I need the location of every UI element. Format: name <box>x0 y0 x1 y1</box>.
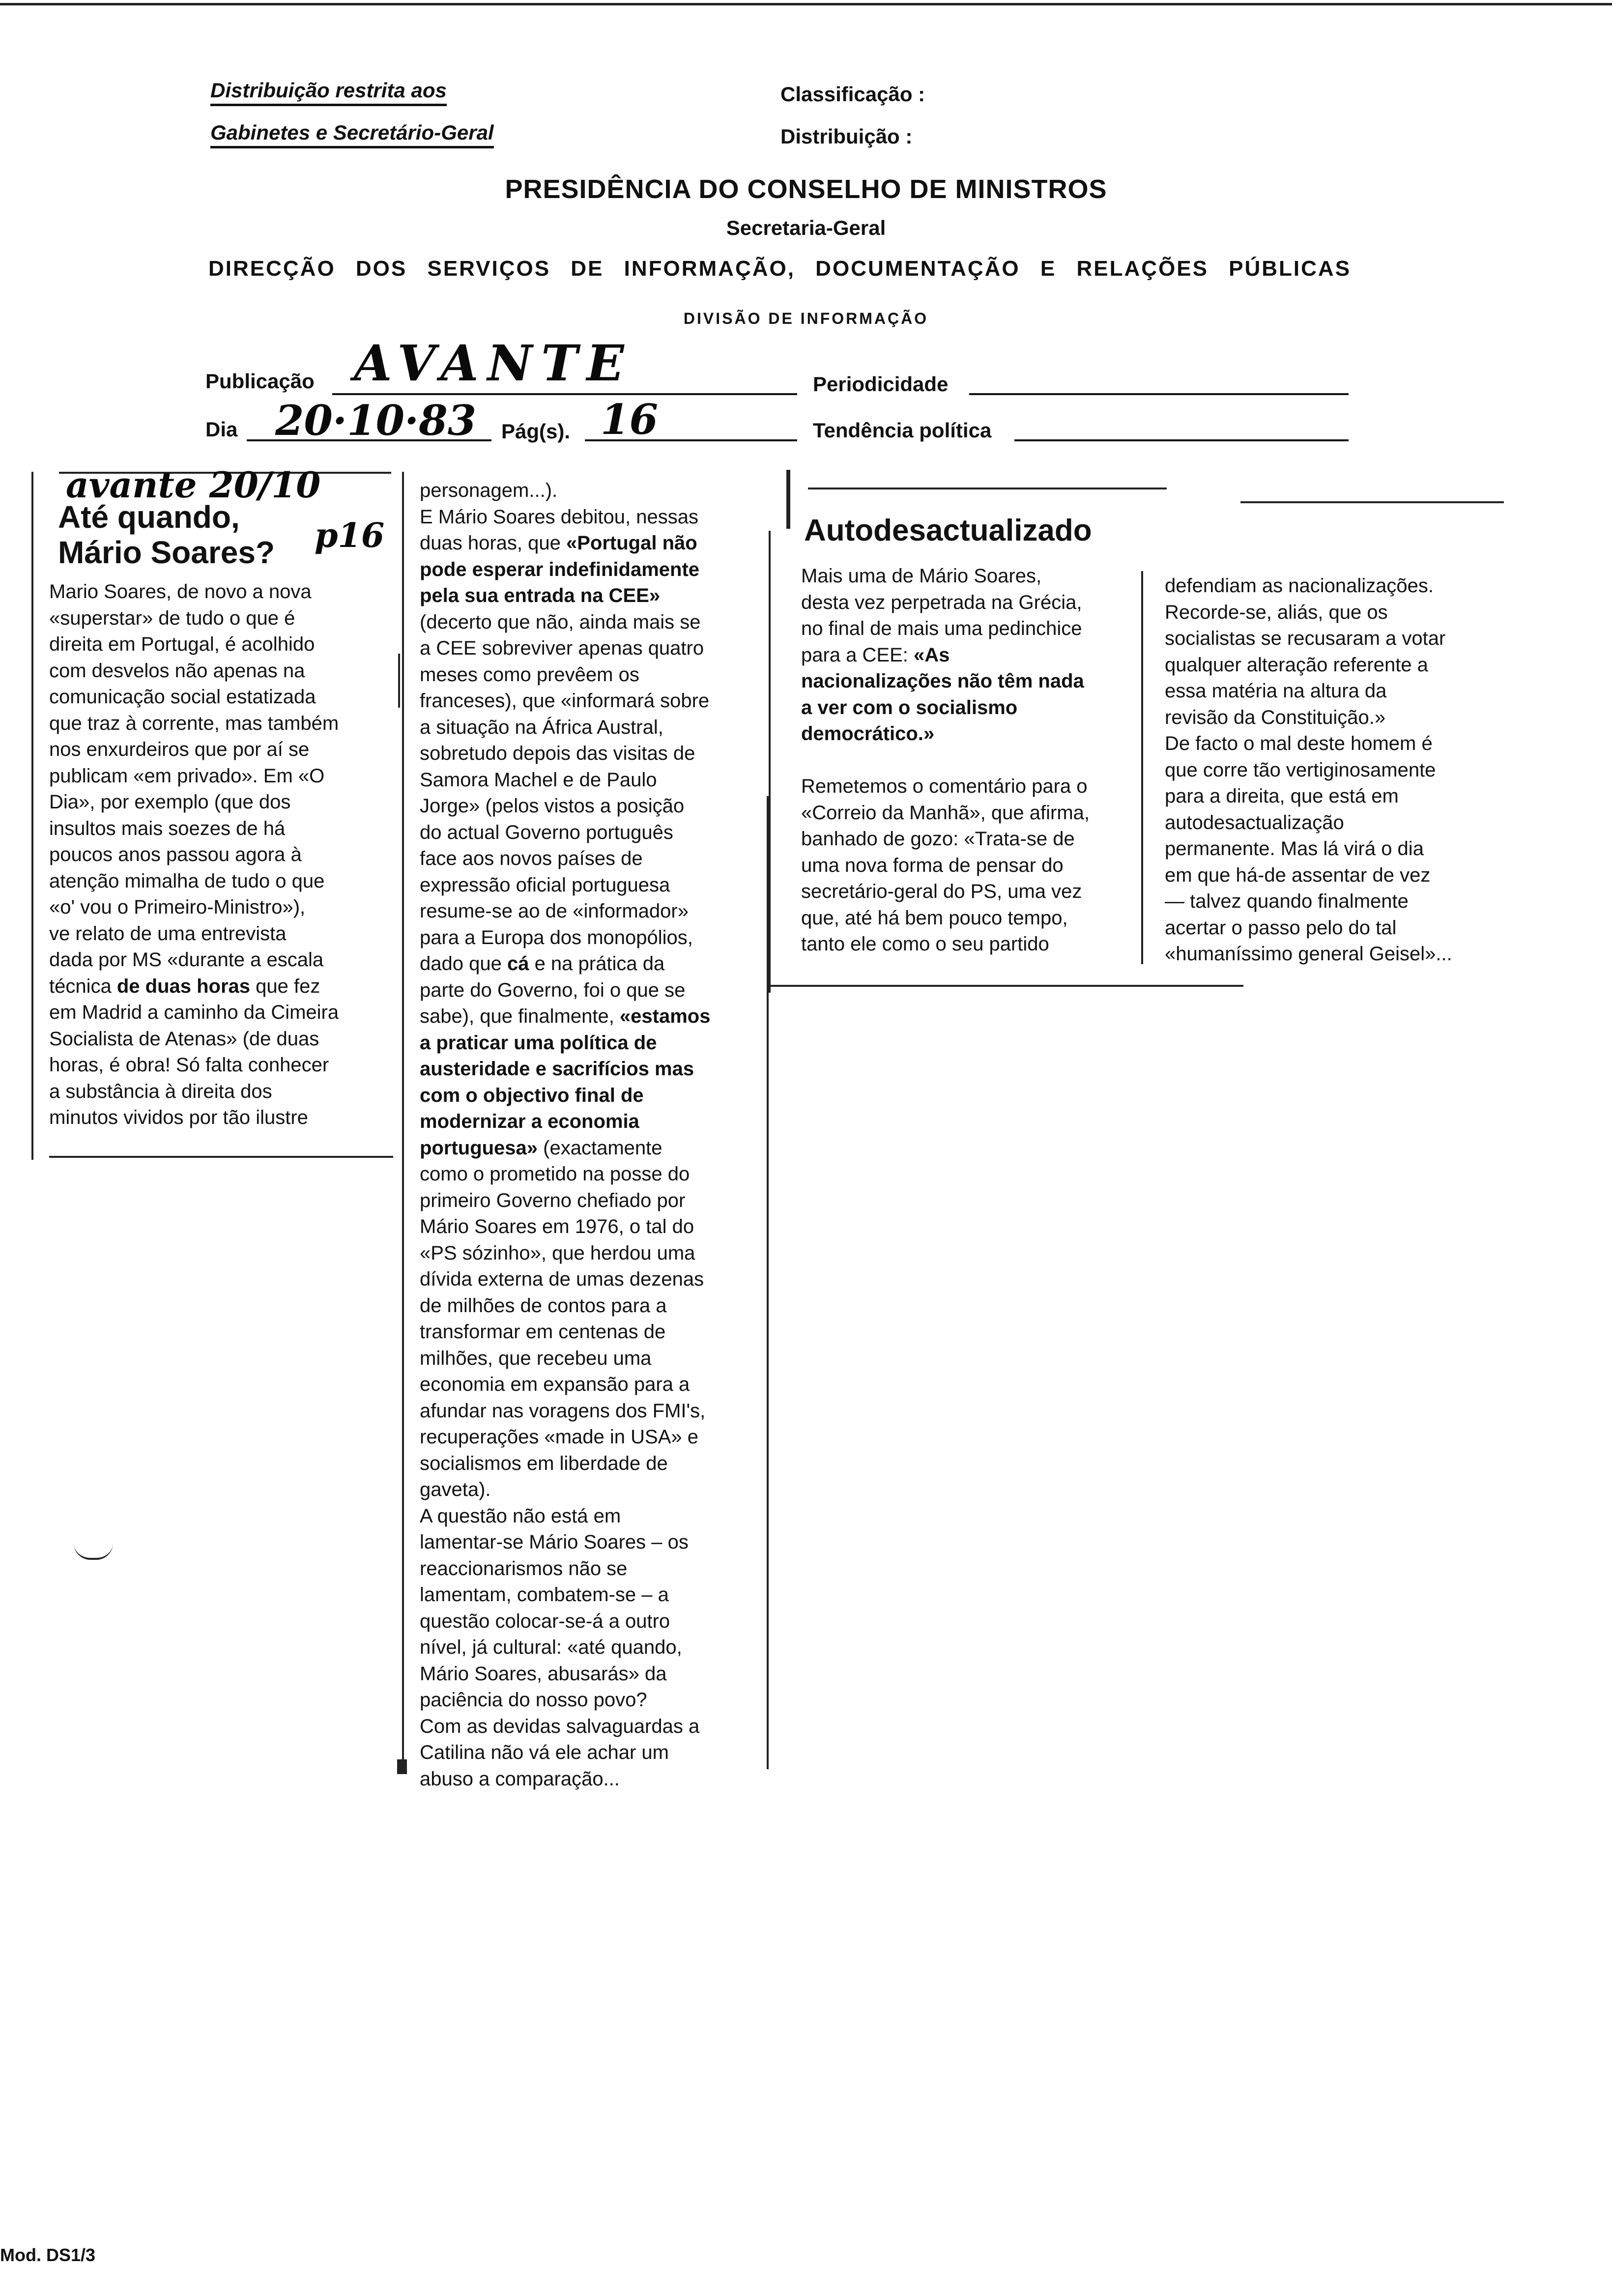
text-line: comunicação social estatizada <box>49 686 316 708</box>
text-line: poucos anos passou agora à <box>49 844 302 865</box>
text-line: uma nova forma de pensar do <box>801 854 1064 876</box>
stray-mark <box>74 1543 113 1560</box>
text-line: a substância à direita dos <box>49 1080 272 1102</box>
article2-column-2 <box>1165 573 1509 968</box>
tendencia-label: Tendência política <box>813 419 992 442</box>
article1-column-2 <box>420 478 754 1792</box>
text-line: atenção mimalha de tudo o que <box>49 870 325 892</box>
text-line: socialistas se recusaram a votar <box>1165 628 1446 649</box>
text-line: Mário Soares em 1976, o tal do <box>420 1216 694 1237</box>
text-line: que corre tão vertiginosamente <box>1165 759 1436 781</box>
text-line: expressão oficial portuguesa <box>420 874 670 896</box>
text-line: «PS sózinho», que herdou uma <box>420 1242 695 1264</box>
text-line: afundar nas voragens dos FMI's, <box>420 1400 706 1422</box>
presidencia-title: PRESIDÊNCIA DO CONSELHO DE MINISTROS <box>505 174 1107 204</box>
secretaria-geral: Secretaria-Geral <box>726 216 886 239</box>
text-line: dívida externa de umas dezenas <box>420 1268 704 1290</box>
text-line: dado que cá e na prática da <box>420 953 665 975</box>
text-line: com o objectivo final de <box>420 1084 644 1106</box>
article1-column-1 <box>49 579 388 1131</box>
article1-column-rule <box>402 472 404 1769</box>
article1-left-rule <box>31 472 33 1160</box>
text-line: recuperações «made in USA» e <box>420 1426 698 1448</box>
article1-bottom-rule <box>49 1156 393 1158</box>
text-line: nacionalizações não têm nada <box>801 670 1084 692</box>
text-line: em que há-de assentar de vez <box>1165 864 1431 886</box>
text-line: paciência do nosso povo? <box>420 1689 647 1711</box>
text-line: insultos mais soezes de há <box>49 817 286 839</box>
text-line: como o prometido na posse do <box>420 1163 690 1185</box>
text-line: minutos vividos por tão ilustre <box>49 1107 308 1128</box>
stray-mark <box>397 1759 407 1774</box>
text-line: «superstar» de tudo o que é <box>49 607 295 629</box>
text-line: «Correio da Manhã», que afirma, <box>801 802 1090 824</box>
text-line: resume-se ao de «informador» <box>420 900 689 922</box>
publicacao-handwritten: AVANTE <box>354 334 633 392</box>
text-line: modernizar a economia <box>420 1111 639 1132</box>
article2-top-rule-right <box>1240 501 1504 503</box>
text-line: — talvez quando finalmente <box>1165 890 1409 912</box>
text-line: Mario Soares, de novo a nova <box>49 581 312 603</box>
dia-label: Dia <box>205 418 238 441</box>
text-line: pela sua entrada na CEE» <box>420 585 661 606</box>
text-line: (decerto que não, ainda mais se <box>420 611 701 633</box>
article2-left-mark <box>786 470 790 529</box>
text-line: De facto o mal deste homem é <box>1165 733 1433 754</box>
text-line: reaccionarismos não se <box>420 1557 628 1579</box>
pags-label: Pág(s). <box>501 420 571 443</box>
text-line: transformar em centenas de <box>420 1321 666 1343</box>
text-line: defendiam as nacionalizações. <box>1165 575 1434 597</box>
text-line: personagem...). <box>420 480 558 501</box>
text-line: sobretudo depois das visitas de <box>420 743 695 764</box>
text-line: para a direita, que está em <box>1165 785 1399 807</box>
headline-line: Até quando, <box>58 499 240 535</box>
article2-headline: Autodesactualizado <box>804 514 1092 547</box>
text-line: para a CEE: «As <box>801 644 950 666</box>
text-line: publicam «em privado». Em «O <box>49 765 325 787</box>
tendencia-line <box>1014 439 1349 441</box>
dia-handwritten: 20·10·83 <box>275 396 477 445</box>
text-line: a ver com o socialismo <box>801 696 1018 718</box>
article2-top-rule <box>808 488 1167 489</box>
text-line: Socialista de Atenas» (de duas <box>49 1028 319 1050</box>
article2-left-rule <box>769 531 771 993</box>
text-line: Jorge» (pelos vistos a posição <box>420 795 685 817</box>
text-line: a situação na África Austral, <box>420 716 663 738</box>
text-line: a praticar uma política de <box>420 1032 657 1054</box>
text-line: Com as devidas salvaguardas a <box>420 1715 700 1737</box>
text-line: a CEE sobreviver apenas quatro <box>420 637 704 659</box>
text-line: do actual Governo português <box>420 821 673 843</box>
text-line: acertar o passo pelo do tal <box>1165 917 1397 939</box>
text-line: para a Europa dos monopólios, <box>420 926 693 948</box>
restricted-line-2: Gabinetes e Secretário-Geral <box>210 121 494 144</box>
text-line: franceses), que «informará sobre <box>420 690 710 712</box>
text-line: meses como prevêem os <box>420 663 639 686</box>
article2-column-rule <box>1141 571 1143 964</box>
article2-bottom-rule <box>769 985 1243 987</box>
periodicidade-label: Periodicidade <box>813 373 949 396</box>
text-line: pode esperar indefinidamente <box>420 558 700 580</box>
text-line: face aos novos países de <box>420 848 643 869</box>
text-line: que traz à corrente, mas também <box>49 712 339 734</box>
text-line <box>801 747 1125 774</box>
column-divider-mark <box>398 654 400 708</box>
text-line: autodesactualização <box>1165 811 1344 833</box>
text-line: de milhões de contos para a <box>420 1294 667 1317</box>
text-line: dada por MS «durante a escala <box>49 949 324 971</box>
text-line: sabe), que finalmente, «estamos <box>420 1005 711 1027</box>
text-line: Remetemos o comentário para o <box>801 775 1088 797</box>
text-line: Catilina não vá ele achar um <box>420 1742 669 1763</box>
text-line: tanto ele como o seu partido <box>801 933 1049 955</box>
text-line: desta vez perpetrada na Grécia, <box>801 591 1082 613</box>
text-line: primeiro Governo chefiado por <box>420 1189 686 1211</box>
text-line: ve relato de uma entrevista <box>49 922 287 945</box>
article1-handnote: avante 20/10 <box>66 464 321 506</box>
publicacao-label: Publicação <box>205 370 315 393</box>
article2-column-1 <box>801 563 1125 958</box>
article1-headline <box>58 499 275 570</box>
text-line: «humaníssimo general Geisel»... <box>1165 943 1452 965</box>
text-line: banhado de gozo: «Trata-se de <box>801 828 1075 850</box>
pags-handwritten: 16 <box>601 395 658 444</box>
text-line: questão colocar-se-á a outro <box>420 1610 670 1632</box>
direccao-servicos: DIRECÇÃO DOS SERVIÇOS DE INFORMAÇÃO, DOCUMENTAÇÃO E RELAÇÕES PÚBLICAS <box>208 257 1352 281</box>
text-line: revisão da Constituição.» <box>1165 706 1386 728</box>
divisao-informacao: DIVISÃO DE INFORMAÇÃO <box>683 310 929 327</box>
text-line: essa matéria na altura da <box>1165 680 1387 702</box>
text-line: secretário-geral do PS, uma vez <box>801 881 1082 902</box>
text-line: Recorde-se, aliás, que os <box>1165 601 1388 623</box>
text-line: permanente. Mas lá virá o dia <box>1165 838 1424 860</box>
text-line: Dia», por exemplo (que dos <box>49 791 291 813</box>
text-line: austeridade e sacrifícios mas <box>420 1058 694 1080</box>
text-line: com desvelos não apenas na <box>49 660 305 682</box>
text-line: E Mário Soares debitou, nessas <box>420 506 698 528</box>
article1-handnote-side: p16 <box>315 516 385 555</box>
text-line: portuguesa» (exactamente <box>420 1137 662 1159</box>
text-line: lamentam, combatem-se – a <box>420 1584 669 1606</box>
distribuicao-label: Distribuição : <box>780 125 913 148</box>
restricted-line-1: Distribuição restrita aos <box>210 79 447 102</box>
top-border <box>0 3 1612 5</box>
text-line: «o' vou o Primeiro-Ministro»), <box>49 896 306 918</box>
text-line: abuso a comparação... <box>420 1768 620 1790</box>
text-line: em Madrid a caminho da Cimeira <box>49 1002 339 1023</box>
text-line: parte do Governo, foi o que se <box>420 979 686 1001</box>
text-line: que, até há bem pouco tempo, <box>801 907 1068 929</box>
headline-line: Mário Soares? <box>58 535 275 570</box>
publicacao-line <box>332 393 797 395</box>
text-line: horas, é obra! Só falta conhecer <box>49 1054 329 1076</box>
text-line: nível, já cultural: «até quando, <box>420 1636 682 1658</box>
text-line: gaveta). <box>420 1479 491 1500</box>
text-line: qualquer alteração referente a <box>1165 654 1428 676</box>
text-line: lamentar-se Mário Soares – os <box>420 1531 689 1553</box>
text-line: Mário Soares, abusarás» da <box>420 1663 667 1685</box>
text-line: socialismos em liberdade de <box>420 1452 668 1474</box>
classificacao-label: Classificação : <box>780 83 925 106</box>
text-line: técnica de duas horas que fez <box>49 975 320 997</box>
text-line: direita em Portugal, é acolhido <box>49 633 315 655</box>
text-line: nos enxurdeiros que por aí se <box>49 739 310 760</box>
form-model-code: Mod. DS1/3 <box>0 2245 96 2265</box>
text-line: A questão não está em <box>420 1505 621 1527</box>
text-line: no final de mais uma pedinchice <box>801 618 1082 639</box>
periodicidade-line <box>969 393 1349 395</box>
text-line: Samora Machel e de Paulo <box>420 769 657 791</box>
text-line: milhões, que recebeu uma <box>420 1347 652 1369</box>
text-line: economia em expansão para a <box>420 1374 690 1395</box>
text-line: democrático.» <box>801 723 935 745</box>
text-line: Mais uma de Mário Soares, <box>801 565 1042 587</box>
text-line: duas horas, que «Portugal não <box>420 532 697 554</box>
